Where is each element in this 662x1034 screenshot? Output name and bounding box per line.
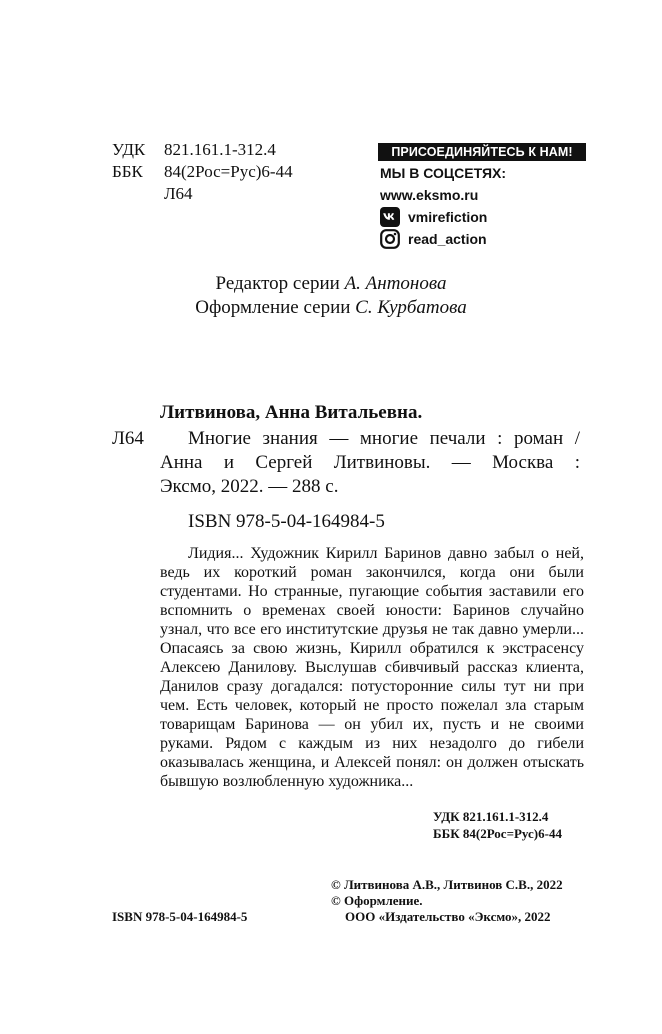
instagram-handle: read_action [408,231,487,247]
copyright-design: © Оформление. [331,893,423,908]
vk-icon [380,207,400,227]
instagram-icon [380,229,400,249]
record-udk: УДК 821.161.1-312.4 [433,809,549,824]
vk-link[interactable] [380,206,506,228]
footer-isbn: ISBN 978-5-04-164984-5 [112,909,248,924]
copyright-publisher: ООО «Издательство «Эксмо», 2022 [345,909,551,924]
website-link[interactable]: www.eksmo.ru [380,187,479,203]
record-isbn: ISBN 978-5-04-164984-5 [188,511,385,532]
copyright-authors: © Литвинова А.В., Литвинов С.В., 2022 [331,877,563,892]
instagram-link[interactable] [380,228,506,250]
author-mark: Л64 [164,184,193,203]
series-editor-line [0,272,662,296]
record-bbk: ББК 84(2Рос=Рус)6-44 [433,826,562,841]
udk-line [112,139,293,161]
record-title-line-2: Анна и Сергей Литвиновы. — Москва : [160,452,580,473]
udk-label: УДК [112,140,146,159]
classification-block [112,139,293,205]
editors-block [0,272,662,320]
author-mark-line [112,183,293,205]
bbk-line [112,161,293,183]
record-title-line-3: Эксмо, 2022. — 288 с. [160,476,339,497]
vk-handle: vmirefiction [408,209,488,225]
social-heading: МЫ В СОЦСЕТЯХ: [380,165,507,181]
bbk-value: 84(2Рос=Рус)6-44 [164,162,293,181]
record-title [160,427,580,499]
footer-copyright [331,877,563,925]
series-editor-label: Редактор серии [215,273,340,294]
record-mark: Л64 [112,428,144,449]
record-title-line-1: Многие знания — многие печали : роман / [188,428,580,449]
record-author: Литвинова, Анна Витальевна. [160,402,423,423]
udk-value: 821.161.1-312.4 [164,140,276,159]
bbk-label: ББК [112,162,143,181]
record-description: Лидия... Художник Кирилл Баринов давно забыл о ней, ведь их короткий роман закончился, когда они были студентами. Но странные, пугающие события заставили его вспомнить о временах своей юности: Баринов случайно узнал, что все его институтские друзья не так давно умерли... Опасаясь за свою жизнь, Кирилл обратился к экстрасенсу Алексею Данилову. Выслушав сбивчивый рассказ клиента, Данилов сразу догадался: потусторонние силы тут ни при чем. Есть человек, который не просто пожелал зла старым товарищам Баринова — он убил их, пусть и не своими руками. Рядом с каждым из них незадолго до гибели оказывалась женщина, и Алексей понял: он должен отыскать бывшую возлюбленную художника... [160,545,584,790]
series-design-line [0,296,662,320]
series-design-name: С. Курбатова [355,297,467,318]
social-block [380,162,506,250]
series-design-label: Оформление серии [195,297,351,318]
join-us-banner: ПРИСОЕДИНЯЙТЕСЬ К НАМ! [378,143,586,161]
series-editor-name: А. Антонова [344,273,447,294]
